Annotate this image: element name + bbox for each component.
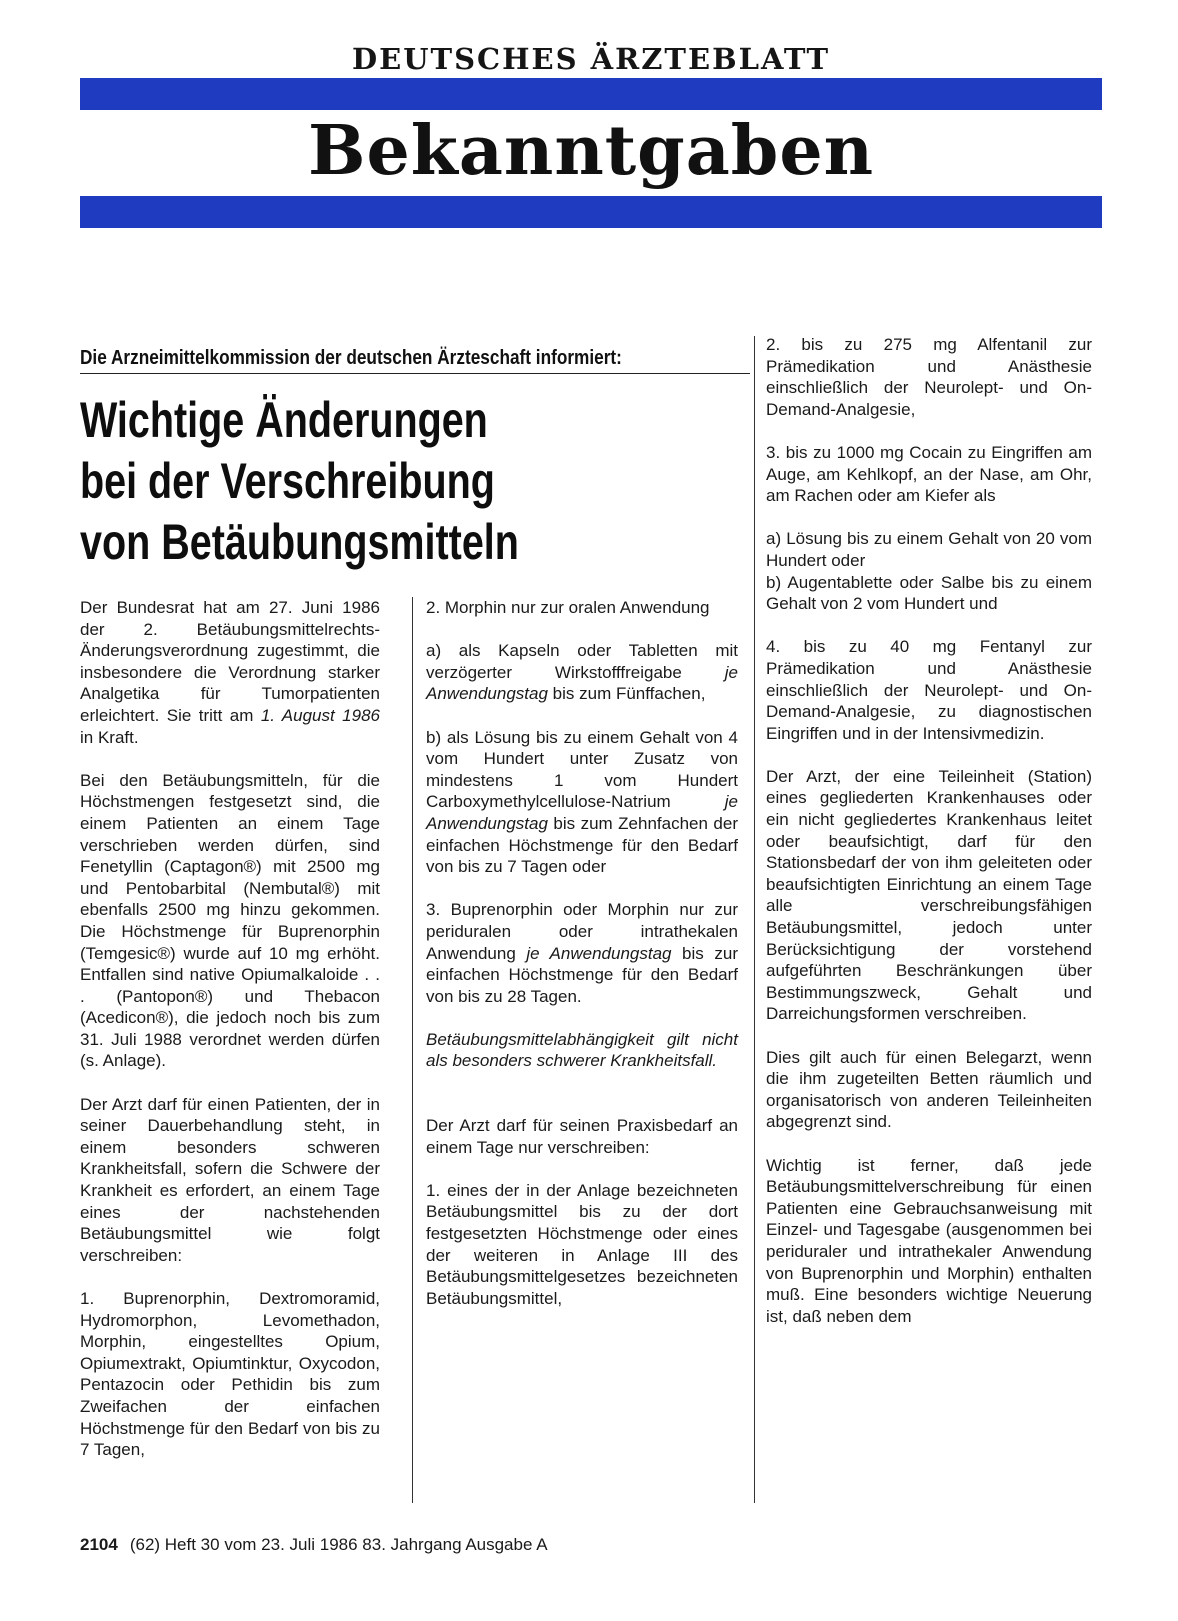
masthead: DEUTSCHES ÄRZTEBLATT <box>351 42 831 76</box>
kicker: Die Arzneimittelkommission der deutschen Ärzteschaft informiert: <box>80 346 622 369</box>
column-2 <box>426 597 738 1331</box>
text: 3. Buprenorphin oder Morphin nur zur periduralen oder intrathekalen Anwendung <box>426 900 738 963</box>
headline-line-1: Wichtige Änderungen <box>80 392 488 448</box>
text: bis zum Zehnfachen der einfachen Höchstmenge für den Bedarf von bis zu 7 Tagen oder <box>426 813 738 877</box>
paragraph: Bei den Betäubungsmitteln, für die Höchstmengen festgesetzt sind, die einem Patienten an einem Tage verschrieben werden dürfen, sind Fenetyllin (Captagon®) mit 2500 mg und Pentobarbital (Nembutal®) mit ebenfalls 2500 mg hinzu gekommen. Die Höchstmenge für Buprenorphin (Temgesic®) wurde auf 10 mg erhöht. Entfallen sind native Opiumalkaloide . . . (Pantopon®) und Thebacon (Acedicon®), die jedoch noch bis zum 31. Juli 1988 verordnet werden dürfen (s. Anlage). <box>80 770 380 1071</box>
paragraph <box>426 727 738 878</box>
paragraph: 3. bis zu 1000 mg Cocain zu Eingriffen am Auge, am Kehlkopf, an der Nase, am Ohr, am Rachen oder am Kiefer als <box>766 442 1092 506</box>
accent-bar-top <box>80 78 1102 110</box>
headline <box>80 390 601 573</box>
paragraph: 2. Morphin nur zur oralen Anwendung <box>426 598 710 617</box>
paragraph: Dies gilt auch für einen Belegarzt, wenn die ihm zugeteilten Betten räumlich und organisatorisch von anderen Teileinheiten abgegrenzt sind. <box>766 1047 1092 1132</box>
emphasis: je Anwendungstag <box>526 943 672 963</box>
paragraph: 2. bis zu 275 mg Alfentanil zur Prämedikation und Anästhesie einschließlich der Neurolept- und On-Demand-Analgesie, <box>766 335 1092 419</box>
text: Der Bundesrat hat am 27. Juni 1986 der 2. Betäubungsmittelrechts-Änderungsverordnung zugestimmt, die insbesondere die Verordnung starker Analgetika für Tumorpatienten erleichtert. Sie tritt am <box>80 598 380 725</box>
page-number: 2104 <box>80 1535 118 1554</box>
emphasis-date: 1. August 1986 <box>260 705 380 725</box>
emphasis: je Anwendungstag <box>426 662 738 704</box>
paragraph: b) Augentablette oder Salbe bis zu einem Gehalt von 2 vom Hundert und <box>766 572 1092 614</box>
text: in Kraft. <box>80 727 139 747</box>
paragraph: a) Lösung bis zu einem Gehalt von 20 vom Hundert oder <box>766 529 1092 570</box>
text: b) als Lösung bis zu einem Gehalt von 4 vom Hundert unter Zusatz von mindestens 1 vom Hundert Carboxymethylcellulose-Natrium <box>426 727 738 812</box>
headline-line-3: von Betäubungsmitteln <box>80 514 519 570</box>
accent-bar-bottom <box>80 196 1102 228</box>
text: a) als Kapseln oder Tabletten mit verzögerter Wirkstofffreigabe <box>426 641 738 682</box>
kicker-rule <box>80 373 750 374</box>
paragraph: Der Arzt, der eine Teileinheit (Station) eines gegliederten Krankenhauses oder ein nicht gegliedertes Krankenhaus leitet oder beaufsichtigt, darf für den Stationsbedarf der von ihm geleiteten oder beaufsichtigten Einrichtung an einem Tage alle verschreibungsfähigen Betäubungsmittel, jedoch unter Berücksichtigung der vorstehend aufgeführten Beschränkungen über Bestimmungszweck, Gehalt und Darreichungsformen verschreiben. <box>766 766 1092 1024</box>
paragraph: 4. bis zu 40 mg Fentanyl zur Prämedikation und Anästhesie einschließlich der Neurolept- und On-Demand-Analgesie, zu diagnostischen Eingriffen und in der Intensivmedizin. <box>766 637 1092 743</box>
column-divider-2 <box>754 336 755 1503</box>
footer <box>80 1535 548 1555</box>
italic-note: Betäubungsmittelabhängigkeit gilt nicht als besonders schwerer Krankheitsfall. <box>426 1029 738 1071</box>
paragraph: Der Arzt darf für seinen Praxisbedarf an einem Tage nur verschreiben: <box>426 1116 738 1157</box>
paragraph: Der Arzt darf für einen Patienten, der in seiner Dauerbehandlung steht, in einem besonders schweren Krankheitsfall, sofern die Schwere der Krankheit es erfordert, an einem Tage eines der nachstehenden Betäubungsmittel wie folgt verschreiben: <box>80 1094 380 1265</box>
emphasis: je Anwendungstag <box>426 792 738 833</box>
text: bis zur einfachen Höchstmenge für den Bedarf von bis zu 28 Tagen. <box>426 943 738 1006</box>
paragraph: 1. eines der in der Anlage bezeichneten Betäubungsmittel bis zu der dort festgesetzten Höchstmenge oder eines der weiteren in Anlage III des Betäubungsmittelgesetzes bezeichneten Betäubungsmittel, <box>426 1180 738 1308</box>
column-divider-1 <box>412 597 413 1503</box>
paragraph <box>426 899 738 1007</box>
paragraph: 1. Buprenorphin, Dextromoramid, Hydromorphon, Levomethadon, Morphin, eingestelltes Opium, Opiumextrakt, Opiumtinktur, Oxycodon, Pentazocin oder Pethidin bis zum Zweifachen der einfachen Höchstmenge für den Bedarf von bis zu 7 Tagen, <box>80 1289 380 1460</box>
issue-info: (62) Heft 30 vom 23. Juli 1986 83. Jahrgang Ausgabe A <box>129 1535 548 1554</box>
text: bis zum Fünffachen, <box>547 684 706 704</box>
column-3 <box>766 334 1092 1349</box>
column-1 <box>80 597 380 1482</box>
section-title: Bekanntgaben <box>307 111 875 191</box>
paragraph <box>80 597 380 748</box>
paragraph: Wichtig ist ferner, daß jede Betäubungsmittelverschreibung für einen Patienten eine Gebrauchsanweisung mit Einzel- und Tagesgabe (ausgenommen bei periduraler und intrathekaler Anwendung von Buprenorphin und Morphin) enthalten muß. Eine besonders wichtige Neuerung ist, daß neben dem <box>766 1155 1092 1326</box>
paragraph <box>426 640 738 705</box>
headline-line-2: bei der Verschreibung <box>80 453 495 509</box>
